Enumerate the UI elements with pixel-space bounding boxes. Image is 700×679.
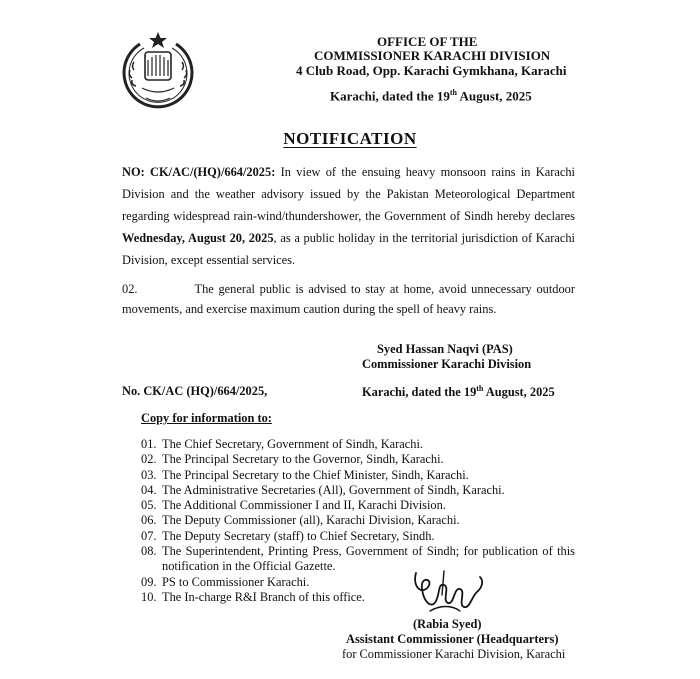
list-item: [141, 437, 575, 452]
list-item-number: 08.: [141, 544, 157, 559]
list-item-text: The Superintendent, Printing Press, Government of Sindh; for publication of this notification in the Official Gazette.: [162, 544, 575, 574]
list-item-text: The Principal Secretary to the Governor, Sindh, Karachi.: [162, 452, 444, 467]
list-item-number: 09.: [141, 574, 157, 589]
list-item-number: 03.: [141, 467, 157, 482]
list-item: [141, 483, 575, 498]
list-item-number: 10.: [141, 589, 157, 604]
notification-paragraph-1: [122, 161, 575, 271]
notification-paragraph-2: [122, 279, 575, 319]
list-item-text: The In-charge R&I Branch of this office.: [162, 589, 365, 604]
list-item-text: PS to Commissioner Karachi.: [162, 574, 310, 589]
list-item-number: 06.: [141, 513, 157, 528]
list-item-text: The Deputy Secretary (staff) to Chief Secretary, Sindh.: [162, 528, 435, 543]
header-date-suffix: August, 2025: [457, 88, 532, 104]
para2-number: 02.: [122, 282, 138, 296]
list-item-text: The Deputy Commissioner (all), Karachi Division, Karachi.: [162, 513, 460, 528]
assistant-commissioner-name: (Rabia Syed): [413, 617, 482, 631]
signatory-designation: Commissioner Karachi Division: [362, 357, 532, 371]
list-item: [141, 590, 575, 605]
list-item: [141, 452, 575, 467]
para1-text-b: , as a public holiday in the territorial jurisdiction of Karachi Division, except essential services.: [122, 231, 575, 267]
list-item-text: The Principal Secretary to the Chief Minister, Sindh, Karachi.: [162, 467, 469, 482]
page-title-text: NOTIFICATION: [283, 129, 417, 148]
list-item-number: 07.: [141, 528, 157, 543]
para1-text-a: In view of the ensuing heavy monsoon rains in Karachi Division and the weather advisory issued by the Pakistan Meteorological Department regarding widespread rain-wind/thundershower, the Government of Sindh hereby declares: [122, 165, 576, 223]
office-line-2: COMMISSIONER KARACHI DIVISION: [314, 48, 551, 63]
assistant-commissioner-for-line: for Commissioner Karachi Division, Karachi: [342, 647, 566, 661]
office-address: 4 Club Road, Opp. Karachi Gymkhana, Karachi: [296, 63, 567, 78]
header-date-prefix: Karachi, dated the 19: [330, 88, 450, 104]
header-date-sup: th: [449, 88, 458, 97]
list-item: [141, 575, 575, 590]
office-line-1: OFFICE OF THE: [377, 34, 478, 49]
header-date: [330, 88, 532, 104]
copy-list: [141, 437, 575, 605]
ref-date-sup: th: [476, 384, 484, 393]
list-item-text: The Additional Commissioner I and II, Karachi Division.: [162, 498, 446, 513]
list-item: [141, 529, 575, 544]
assistant-commissioner-designation: Assistant Commissioner (Headquarters): [346, 632, 559, 646]
holiday-date: Wednesday, August 20, 2025: [122, 231, 274, 245]
list-item-number: 01.: [141, 437, 157, 451]
list-item: [141, 468, 575, 483]
list-item-number: 05.: [141, 498, 157, 513]
list-item-number: 04.: [141, 482, 157, 497]
signatory-name: Syed Hassan Naqvi (PAS): [377, 342, 513, 356]
notification-ref: NO: CK/AC/(HQ)/664/2025:: [122, 165, 276, 179]
list-item: [141, 544, 575, 575]
list-item-number: 02.: [141, 452, 157, 467]
list-item: [141, 513, 575, 528]
government-seal-icon: [118, 30, 198, 110]
reference-number: No. CK/AC (HQ)/664/2025,: [122, 384, 268, 398]
para2-text: The general public is advised to stay at home, avoid unnecessary outdoor movements, and exercise maximum caution during the spell of heavy rains.: [122, 282, 575, 316]
list-item: [141, 498, 575, 513]
reference-date: [362, 384, 555, 400]
ref-date-prefix: Karachi, dated the 19: [362, 385, 477, 400]
list-item-text: The Chief Secretary, Government of Sindh, Karachi.: [162, 437, 424, 451]
signature-icon: [408, 565, 488, 619]
ref-date-suffix: August, 2025: [483, 385, 555, 400]
list-item-text: The Administrative Secretaries (All), Government of Sindh, Karachi.: [162, 482, 505, 497]
copy-heading: Copy for information to:: [141, 411, 272, 425]
page-title: [0, 129, 700, 149]
